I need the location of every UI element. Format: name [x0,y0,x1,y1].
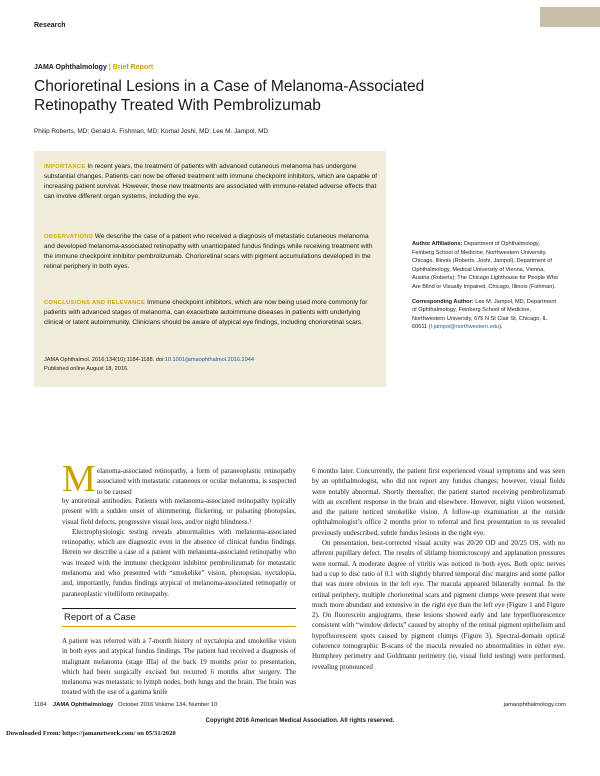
affiliations-label: Author Affiliations: [412,241,463,247]
report-heading: Report of a Case [64,612,136,623]
page-number: 1184 [34,702,47,708]
intro-first-lines: elanoma-associated retinopathy, a form of paraneoplastic retinopathy associated with metastatic cutaneous or ocular melanoma, is suspected to be caused [97,467,296,496]
col2-paragraph-2: On presentation, best-corrected visual acuity was 20/20 OD and 20/25 OS, with no afferent pupillary defect. The results of slitlamp biomicroscopy and applanation pressures were normal. A moderate degree of vitritis was noticed in both eyes. Both optic nerves had a cup to disc ratio of 0.1 with slightly blurred temporal disc margins and some pallor that was more obvious in the left eye. The macula appeared bilaterally normal. In the retinal periphery, multiple chorioretinal scars and pigment clumps were present that were much more abundant and extensive in the right eye than the left eye (Figure 1 and Figure 2). On fluorescein angiograms, these lesions showed early and late hyperfluorescence consistent with “window defects” caused by atrophy of the retinal pigment epithelium and hypofluorescent spots caused by pigment clumps (Figure 3). Spectral-domain optical coherence tomographic B-scans of the macula revealed no abnormalities in either eye. Humphrey perimetry and Goldmann perimetry (ie, visual field testing) were performed, revealing pronounced [312,539,565,671]
article-type: Brief Report [112,64,154,71]
observations-heading: OBSERVATIONS [44,234,94,240]
footer-journal: JAMA Ophthalmology [52,702,114,708]
section-label: Research [34,22,66,29]
observations-text: We describe the case of a patient who received a diagnosis of metastatic cutaneous melanoma and developed melanoma-associated retinopathy with unanticipated fundus findings while receiving treatment with the immune checkpoint inhibitor pembrolizumab. Chorioretinal scars with pigment accumulations developed in the retinal periphery in both eyes. [44,233,373,270]
journal-separator: | [108,64,111,71]
abstract-importance [44,162,380,202]
footer-issue: October 2016 Volume 134, Number 10 [118,702,218,708]
copyright-notice: Copyright 2016 American Medical Association. All rights reserved. [205,718,395,724]
abstract-conclusions [44,298,380,328]
journal-name: JAMA Ophthalmology [34,64,107,71]
drop-cap: M [62,458,96,500]
affiliations-text: Department of Ophthalmology, Feinberg School of Medicine, Northwestern University, Chicago, Illinois (Roberts, Joshi, Jampol); Department of Ophthalmology, Medical University of Vienna, Vienna, Austria (Roberts); The Chicago Lighthouse for People Who Are Blind or Visually Impaired, Chicago, Illinois (Fishman). [412,241,559,290]
corresponding-label: Corresponding Author: [412,298,474,305]
corresponding-text: Lee M. Jampol, MD, Department of Ophthalmology, Feinberg School of Medicine, Northwestern University, 675 N St Clair St, Chicago, IL 60611 ( [412,298,557,331]
abstract-observations [44,232,380,272]
intro-paragraph [62,496,296,599]
conclusions-heading: CONCLUSIONS AND RELEVANCE [44,300,146,306]
author-info-sidebar [412,240,562,332]
author-list: Philip Roberts, MD; Gerald A. Fishman, MD; Komal Joshi, MD; Lee M. Jampol, MD [34,128,269,135]
col2-paragraph-1: 6 months later. Concurrently, the patient first experienced visual symptoms and was seen by an ophthalmologist, who did not report any fundus changes; however, visual fields were notably abnormal. Shortly thereafter, the patient started receiving pembrolizumab with an excellent response in the brain and elsewhere. However, night vision worsened, and the patient noticed smokelike vision. A follow-up examination at the outside ophthalmologist’s office 2 months prior to referral and first presentation to us revealed previously undescribed, subtle fundus lesions in the right eye. [312,467,565,537]
citation [44,356,380,373]
conclusions-text: Immune checkpoint inhibitors, which are now being used more commonly for patients with advanced stages of melanoma, can exacerbate autoimmune diseases in patients with underlying clinical or latent autoimmunity. Clinicians should be aware of atypical eye findings, including chorioretinal scars. [44,299,368,326]
intro-paragraph-2: Electrophysiologic testing reveals abnormalities with melanoma-associated retinopathy, which are diagnostic even in the absence of clinical fundus findings. Herein we describe a case of a patient with melanoma-associated retinopathy who was treated with the immune checkpoint inhibitor pembrolizumab for metastatic melanoma and who presented with “smokelike” vision, photopsias, nyctalopia, and, importantly, fundus findings atypical of melanoma-associated retinopathy or paraneoplastic vitelliform retinopathy. [62,527,296,598]
report-paragraph-1: A patient was referred with a 7-month history of nyctalopia and smokelike vision in both eyes and atypical fundus findings. The patient had received a diagnosis of malignant melanoma (stage IIIa) of the back 19 months prior to presentation, which had been surgically excised but recurred 6 months after surgery. The melanoma was metastatic to lymph nodes, both lungs and the brain. The brain was treated with the use of a gamma knife [62,637,296,697]
right-column [312,466,565,672]
section-color-tab [540,7,600,27]
section-rule-gold [62,626,296,627]
doi-link[interactable]: 10.1001/jamaophthalmol.2016.2944 [164,357,255,363]
email-link[interactable]: l-jampol@northwestern.edu [430,324,500,331]
download-notice: Downloaded From: https://jamanetwork.com/ on 05/31/2020 [6,730,176,737]
published-date: Published online August 18, 2016. [44,365,129,372]
journal-line [34,64,153,71]
importance-heading: IMPORTANCE [44,164,86,170]
corresponding-end: ). [499,324,503,331]
importance-text: In recent years, the treatment of patients with advanced cutaneous melanoma has undergone substantial changes. Patients can now be offered treatment with immune checkpoint inhibitors, which are capable of increasing patient survival. However, these new treatments are associated with immune-related adverse effects that can involve different organ systems, including the eye. [44,163,378,200]
page-footer [34,702,566,708]
footer-site: jamaophthalmology.com [503,702,566,708]
article-title: Chorioretinal Lesions in a Case of Melanoma-Associated Retinopathy Treated With Pembrolizumab [34,78,425,114]
section-rule [62,608,296,609]
citation-text: JAMA Ophthalmol. 2016;134(10):1184-1188. doi: [44,357,165,363]
intro-rest: by antiretinal antibodies. Patients with melanoma-associated retinopathy typically present with a sudden onset of shimmering, flickering, or pulsating photopsias, visual field defects, progressive visual loss, and/or night blindness.¹ [62,497,296,526]
